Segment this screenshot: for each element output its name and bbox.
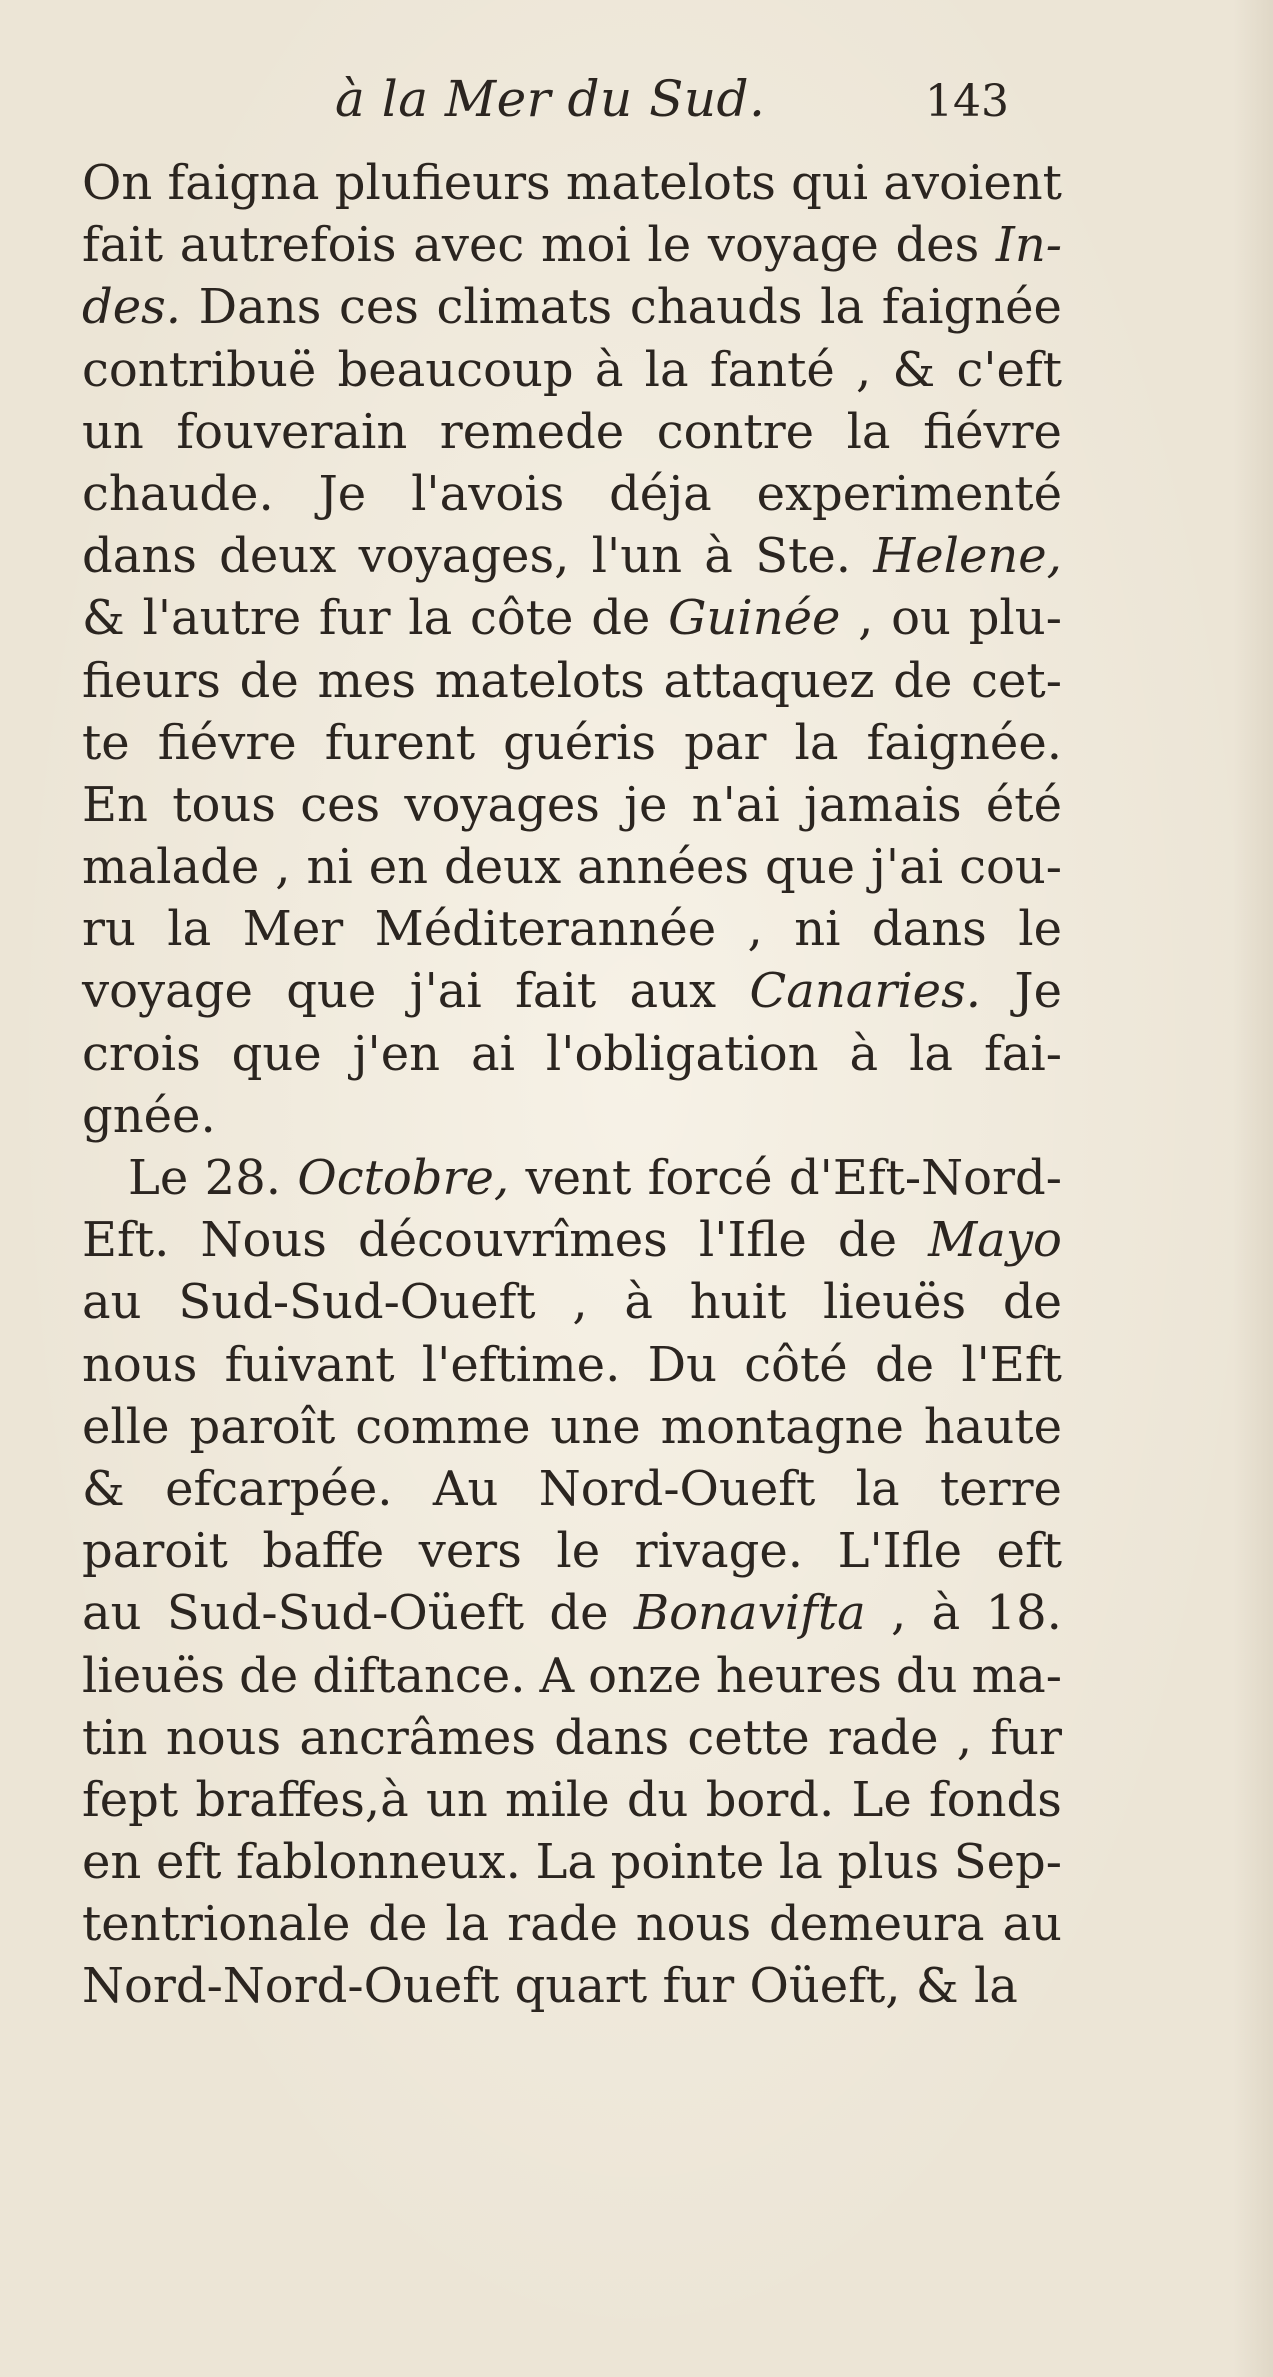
word: la bbox=[820, 279, 865, 336]
word: fur bbox=[318, 590, 391, 647]
word: Du bbox=[647, 1336, 717, 1393]
text-line bbox=[82, 152, 1062, 214]
word: l'Ifle bbox=[698, 1212, 807, 1269]
text-line bbox=[82, 1271, 1062, 1333]
word: rade bbox=[827, 1709, 939, 1766]
word: & bbox=[82, 1460, 125, 1517]
word: j'en bbox=[352, 1025, 441, 1082]
word: cet- bbox=[971, 652, 1062, 709]
word: avec bbox=[413, 217, 525, 274]
word: voyages, bbox=[358, 528, 570, 585]
word: , bbox=[572, 1274, 588, 1331]
word: Le bbox=[128, 1150, 189, 1206]
text-line bbox=[82, 1334, 1062, 1396]
word: faignée. bbox=[866, 714, 1062, 771]
word: Je bbox=[1014, 963, 1062, 1020]
word: de bbox=[549, 1585, 609, 1642]
word: déja bbox=[609, 465, 712, 522]
word: matelots bbox=[434, 652, 645, 709]
word: In- bbox=[995, 217, 1062, 274]
word: fonds bbox=[928, 1771, 1062, 1828]
word: Nous bbox=[200, 1212, 327, 1269]
word: lieuës bbox=[82, 1647, 226, 1704]
word: de bbox=[239, 1647, 299, 1704]
word: huit bbox=[689, 1274, 787, 1331]
word: En bbox=[82, 776, 148, 833]
word: Je bbox=[318, 465, 367, 522]
word: chaude. bbox=[82, 465, 274, 522]
word: rade bbox=[507, 1896, 618, 1953]
word: la bbox=[973, 1958, 1018, 2015]
word: la bbox=[909, 1025, 954, 1082]
word: diftance. bbox=[312, 1647, 526, 1704]
text-line bbox=[82, 836, 1062, 898]
word: tous bbox=[172, 776, 276, 833]
word: mes bbox=[317, 652, 417, 709]
word: le bbox=[556, 1523, 601, 1580]
word: contribuë bbox=[82, 341, 317, 398]
word: d'Eft-Nord- bbox=[788, 1150, 1062, 1206]
word: ces bbox=[338, 279, 419, 336]
word: cette bbox=[687, 1709, 810, 1766]
text-line bbox=[82, 898, 1062, 960]
word: la bbox=[855, 1460, 900, 1517]
word: fieurs bbox=[82, 652, 221, 709]
word: je bbox=[624, 776, 668, 833]
text-line bbox=[82, 650, 1062, 712]
word: la bbox=[846, 403, 891, 460]
word: vers bbox=[418, 1523, 522, 1580]
word: fur bbox=[990, 1709, 1062, 1766]
word: plus bbox=[837, 1834, 940, 1891]
word: qui bbox=[791, 155, 869, 211]
word: aux bbox=[629, 963, 717, 1020]
word: Mer bbox=[242, 901, 344, 958]
word: fiévre bbox=[157, 714, 297, 771]
page-header bbox=[0, 62, 1273, 142]
word: l'un bbox=[591, 528, 683, 585]
word: une bbox=[550, 1398, 641, 1455]
word: Guinée bbox=[668, 590, 841, 647]
word: fanté bbox=[709, 341, 835, 398]
word: te bbox=[82, 714, 130, 771]
word: attaquez bbox=[663, 652, 875, 709]
text-line bbox=[82, 1458, 1062, 1520]
word: ai bbox=[470, 1025, 515, 1082]
text-line bbox=[82, 1396, 1062, 1458]
word: , bbox=[856, 341, 872, 398]
word: Nord-Oueft bbox=[538, 1460, 816, 1517]
word: & bbox=[892, 341, 936, 398]
text-line bbox=[82, 774, 1062, 836]
text-line bbox=[82, 1955, 1062, 2017]
word: paroit bbox=[82, 1523, 228, 1580]
word: dans bbox=[82, 528, 197, 585]
word: des bbox=[895, 217, 980, 274]
word: à bbox=[704, 528, 733, 585]
word: On bbox=[82, 155, 153, 211]
word: de bbox=[837, 1212, 898, 1269]
word: baffe bbox=[262, 1523, 385, 1580]
word: chauds bbox=[629, 279, 803, 336]
word: Sud-Sud-Oüeft bbox=[166, 1585, 525, 1642]
word: faigna bbox=[167, 155, 320, 211]
word: comme bbox=[355, 1398, 531, 1455]
word: avoient bbox=[883, 155, 1062, 211]
word: du bbox=[895, 1647, 958, 1704]
text-line bbox=[82, 587, 1062, 649]
word: climats bbox=[436, 279, 613, 336]
text-line bbox=[82, 1582, 1062, 1644]
word: de bbox=[239, 652, 299, 709]
word: été bbox=[985, 776, 1062, 833]
word: de bbox=[368, 1896, 428, 1953]
word: la bbox=[644, 341, 689, 398]
word: pointe bbox=[610, 1834, 765, 1891]
word: demeura bbox=[769, 1896, 985, 1953]
word: paroît bbox=[189, 1398, 336, 1455]
word: bord. bbox=[705, 1771, 835, 1828]
word: que bbox=[765, 839, 856, 896]
text-line bbox=[82, 960, 1062, 1022]
word: fouverain bbox=[176, 403, 408, 460]
word: experimenté bbox=[756, 465, 1062, 522]
word: fai- bbox=[983, 1025, 1062, 1082]
word: le bbox=[1018, 901, 1062, 958]
word: à bbox=[849, 1025, 879, 1082]
word: Mayo bbox=[928, 1212, 1062, 1269]
word: , bbox=[891, 1585, 907, 1642]
word: nous bbox=[165, 1709, 282, 1766]
word: & bbox=[915, 1958, 959, 2015]
text-line bbox=[82, 1707, 1062, 1769]
text-line bbox=[82, 1769, 1062, 1831]
word: , bbox=[956, 1709, 973, 1766]
word: Eft. bbox=[82, 1212, 170, 1269]
word: fuivant bbox=[224, 1336, 395, 1393]
word: L'Ifle bbox=[837, 1523, 963, 1580]
word: Au bbox=[432, 1460, 499, 1517]
word: à bbox=[594, 341, 624, 398]
word: nous bbox=[82, 1336, 198, 1393]
word: nous bbox=[635, 1896, 752, 1953]
word: eft bbox=[155, 1834, 222, 1891]
word: années bbox=[577, 839, 750, 896]
word: Dans bbox=[198, 279, 322, 336]
word: ou bbox=[891, 590, 951, 647]
word: la bbox=[408, 590, 453, 647]
word: , bbox=[858, 590, 874, 647]
word: autrefois bbox=[179, 217, 397, 274]
word: j'ai bbox=[871, 839, 944, 896]
text-line bbox=[82, 1085, 1062, 1147]
word: tentrionale bbox=[82, 1896, 351, 1953]
word: fur bbox=[662, 1958, 735, 2015]
word: que bbox=[231, 1025, 322, 1082]
word: la bbox=[445, 1896, 490, 1953]
word: voyages bbox=[404, 776, 600, 833]
word: l'obligation bbox=[545, 1025, 819, 1082]
text-line bbox=[82, 1023, 1062, 1085]
word: beaucoup bbox=[337, 341, 574, 398]
word: du bbox=[626, 1771, 689, 1828]
word: la bbox=[778, 1834, 823, 1891]
word: à bbox=[624, 1274, 653, 1331]
word: en bbox=[368, 839, 429, 896]
word: l'eftime. bbox=[421, 1336, 621, 1393]
text-line bbox=[82, 1893, 1062, 1955]
word: vent bbox=[525, 1150, 632, 1206]
word: à bbox=[931, 1585, 961, 1642]
word: & bbox=[82, 590, 125, 647]
word: ancrâmes bbox=[299, 1709, 536, 1766]
body-text bbox=[82, 152, 1062, 2018]
word: crois bbox=[82, 1025, 201, 1082]
word: plufieurs bbox=[334, 155, 551, 211]
word: A bbox=[539, 1647, 575, 1704]
word: Canaries. bbox=[749, 963, 981, 1020]
word: mile bbox=[504, 1771, 610, 1828]
word: voyage bbox=[707, 217, 879, 274]
word: Ste. bbox=[755, 528, 852, 585]
word: la bbox=[794, 714, 839, 771]
word: remede bbox=[439, 403, 625, 460]
word: onze bbox=[588, 1647, 702, 1704]
word: fept bbox=[82, 1771, 179, 1828]
word: de bbox=[874, 1336, 935, 1393]
word: heures bbox=[715, 1647, 882, 1704]
word: j'ai bbox=[409, 963, 482, 1020]
word: La bbox=[535, 1834, 597, 1891]
word: au bbox=[1002, 1896, 1062, 1953]
word: gnée. bbox=[82, 1087, 216, 1144]
word: rivage. bbox=[634, 1523, 804, 1580]
text-line bbox=[82, 401, 1062, 463]
word: des. bbox=[82, 279, 182, 336]
text-line bbox=[82, 1520, 1062, 1582]
word: l'autre bbox=[142, 590, 302, 647]
text-line bbox=[82, 712, 1062, 774]
word: Helene, bbox=[873, 528, 1062, 585]
word: de bbox=[591, 590, 651, 647]
word: ma- bbox=[971, 1647, 1062, 1704]
word: fait bbox=[82, 217, 164, 274]
word: montagne bbox=[660, 1398, 904, 1455]
word: forcé bbox=[647, 1150, 773, 1206]
word: au bbox=[82, 1585, 142, 1642]
text-line bbox=[82, 214, 1062, 276]
word: au bbox=[82, 1274, 142, 1331]
word: un bbox=[425, 1771, 488, 1828]
word: deux bbox=[444, 839, 562, 896]
word: plu- bbox=[968, 590, 1062, 647]
word: le bbox=[647, 217, 692, 274]
word: par bbox=[684, 714, 767, 771]
word: 18. bbox=[985, 1585, 1062, 1642]
word: côté bbox=[744, 1336, 848, 1393]
word: fiévre bbox=[923, 403, 1062, 460]
word: deux bbox=[219, 528, 337, 585]
word: contre bbox=[656, 403, 815, 460]
page-edge-shadow bbox=[1233, 0, 1273, 2377]
text-line bbox=[82, 1147, 1062, 1209]
word: eft bbox=[996, 1523, 1062, 1580]
word: Sud-Sud-Oueft bbox=[178, 1274, 536, 1331]
word: l'Eft bbox=[961, 1336, 1062, 1393]
word: voyage bbox=[82, 963, 253, 1020]
word: ni bbox=[306, 839, 353, 896]
word: ni bbox=[794, 901, 841, 958]
word: guéris bbox=[503, 714, 657, 771]
word: moi bbox=[540, 217, 631, 274]
word: Bonavifta bbox=[633, 1585, 866, 1642]
word: un bbox=[82, 403, 144, 460]
word: jamais bbox=[804, 776, 962, 833]
word: dans bbox=[554, 1709, 670, 1766]
text-line bbox=[82, 525, 1062, 587]
word: Méditerannée bbox=[374, 901, 717, 958]
text-line bbox=[82, 339, 1062, 401]
text-line bbox=[82, 1209, 1062, 1271]
word: Oüeft, bbox=[749, 1958, 901, 2015]
word: fait bbox=[515, 963, 597, 1020]
word: cou- bbox=[959, 839, 1062, 896]
word: c'eft bbox=[956, 341, 1062, 398]
word: malade bbox=[82, 839, 260, 896]
word: Octobre, bbox=[297, 1150, 510, 1206]
text-line bbox=[82, 1831, 1062, 1893]
word: Sep- bbox=[953, 1834, 1062, 1891]
word: lieuës bbox=[823, 1274, 967, 1331]
word: terre bbox=[939, 1460, 1062, 1517]
text-line bbox=[82, 1645, 1062, 1707]
word: n'ai bbox=[691, 776, 780, 833]
word: côte bbox=[469, 590, 574, 647]
word: ces bbox=[300, 776, 381, 833]
word: quart bbox=[514, 1958, 648, 2015]
word: furent bbox=[324, 714, 475, 771]
word: de bbox=[893, 652, 953, 709]
word: , bbox=[747, 901, 763, 958]
word: matelots bbox=[565, 155, 776, 211]
word: fablonneux. bbox=[236, 1834, 521, 1891]
word: braffes,à bbox=[195, 1771, 409, 1828]
word: 28. bbox=[204, 1150, 281, 1206]
word: Le bbox=[851, 1771, 912, 1828]
word: tin bbox=[82, 1709, 148, 1766]
word: découvrîmes bbox=[358, 1212, 668, 1269]
word: la bbox=[167, 901, 212, 958]
word: en bbox=[82, 1834, 142, 1891]
word: , bbox=[275, 839, 291, 896]
word: faignée bbox=[881, 279, 1062, 336]
word: dans bbox=[871, 901, 987, 958]
word: Nord-Nord-Oueft bbox=[82, 1958, 500, 2015]
word: l'avois bbox=[411, 465, 565, 522]
word: que bbox=[286, 963, 377, 1020]
word: elle bbox=[82, 1398, 170, 1455]
word: de bbox=[1002, 1274, 1062, 1331]
text-line bbox=[82, 276, 1062, 338]
word: haute bbox=[923, 1398, 1062, 1455]
page-number: 143 bbox=[925, 76, 1009, 127]
word: ru bbox=[82, 901, 136, 958]
text-line bbox=[82, 463, 1062, 525]
running-title: à la Mer du Sud. bbox=[335, 70, 766, 128]
word: efcarpée. bbox=[165, 1460, 393, 1517]
